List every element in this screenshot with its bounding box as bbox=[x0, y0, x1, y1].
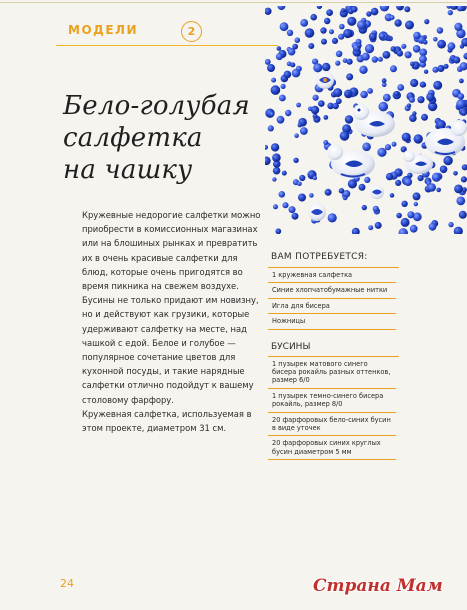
seed-bead bbox=[359, 66, 367, 74]
seed-bead bbox=[336, 51, 343, 58]
seed-bead bbox=[347, 59, 353, 65]
seed-bead bbox=[277, 116, 285, 124]
seed-bead bbox=[419, 55, 427, 63]
seed-bead bbox=[448, 42, 456, 50]
seed-bead bbox=[410, 225, 418, 233]
seed-bead bbox=[401, 44, 406, 49]
seed-bead bbox=[429, 223, 437, 231]
section-number-badge: 2 bbox=[181, 21, 202, 42]
seed-bead bbox=[352, 228, 360, 234]
seed-bead bbox=[313, 176, 317, 180]
seed-bead bbox=[343, 29, 352, 38]
seed-bead bbox=[298, 123, 303, 128]
seed-bead bbox=[386, 173, 393, 180]
body-paragraph: Кружевные недорогие салфетки можно приобрести в комиссионных магазинах или на блошиных рынках и превратить их в очень красивые салфетки для блюд, которые очень пригодятся во время пикника на свежем воздухе. Бусины не только придают им новизну, но и действуют как грузики, которые удерживают салфетку на месте, над чашкой с едой. Белое и голубое — популярное сочетание цветов для кухонной посуды, и такие нарядные салфетки отлично подойдут к вашему столовому фарфору. bbox=[82, 210, 261, 405]
seed-bead bbox=[433, 37, 438, 42]
seed-bead bbox=[383, 94, 391, 102]
seed-bead bbox=[378, 57, 383, 62]
seed-bead bbox=[397, 50, 403, 56]
seed-bead bbox=[295, 37, 301, 43]
seed-bead bbox=[365, 44, 374, 53]
title-line: салфетка bbox=[63, 123, 203, 153]
seed-bead bbox=[335, 61, 340, 66]
seed-bead bbox=[454, 185, 463, 194]
seed-bead bbox=[461, 176, 467, 182]
seed-bead bbox=[298, 194, 306, 202]
seed-bead bbox=[346, 92, 351, 97]
seed-bead bbox=[346, 73, 353, 80]
seed-bead bbox=[371, 8, 379, 16]
seed-bead bbox=[265, 59, 271, 65]
seed-bead bbox=[285, 110, 291, 116]
materials-list bbox=[268, 268, 392, 330]
seed-bead bbox=[287, 30, 293, 36]
seed-bead bbox=[380, 6, 389, 11]
beads-item: 20 фарфоровых бело-синих бусин в виде уточек bbox=[268, 413, 396, 437]
seed-bead bbox=[402, 133, 411, 142]
materials-item: Синие хлопчатобумажные нитки bbox=[268, 283, 396, 298]
seed-bead bbox=[379, 33, 385, 39]
seed-bead bbox=[313, 63, 322, 72]
top-divider bbox=[0, 2, 467, 3]
watermark-logo bbox=[313, 576, 461, 602]
seed-bead bbox=[372, 56, 378, 62]
seed-bead bbox=[404, 6, 410, 12]
seed-bead bbox=[271, 78, 276, 83]
seed-bead bbox=[419, 49, 427, 57]
seed-bead bbox=[456, 99, 466, 109]
seed-bead bbox=[360, 91, 368, 99]
seed-bead bbox=[394, 91, 399, 96]
seed-bead bbox=[300, 19, 308, 27]
seed-bead bbox=[328, 213, 337, 222]
seed-bead bbox=[339, 24, 345, 30]
seed-bead bbox=[461, 110, 467, 116]
seed-bead bbox=[459, 79, 464, 84]
seed-bead bbox=[437, 65, 444, 72]
seed-bead bbox=[309, 193, 314, 198]
seed-bead bbox=[345, 115, 353, 123]
seed-bead bbox=[394, 19, 401, 26]
seed-bead bbox=[390, 65, 397, 72]
seed-bead bbox=[297, 182, 302, 187]
seed-bead bbox=[437, 27, 444, 34]
seed-bead bbox=[265, 8, 272, 15]
seed-bead bbox=[273, 167, 281, 175]
body-paragraph: Кружевная салфетка, используемая в этом проекте, диаметром 31 см. bbox=[82, 408, 252, 434]
seed-bead bbox=[273, 204, 278, 209]
seed-bead bbox=[366, 11, 371, 16]
seed-bead bbox=[322, 63, 330, 71]
seed-bead bbox=[300, 127, 308, 135]
seed-bead bbox=[347, 17, 356, 26]
seed-bead bbox=[329, 29, 334, 34]
seed-bead bbox=[448, 10, 453, 15]
seed-bead bbox=[336, 98, 342, 104]
seed-bead bbox=[305, 28, 315, 38]
seed-bead bbox=[323, 140, 328, 145]
seed-bead bbox=[320, 27, 326, 33]
title-line: Бело-голубая bbox=[63, 91, 250, 121]
seed-bead bbox=[321, 39, 327, 45]
seed-bead bbox=[426, 93, 434, 101]
watermark-text: Страна Мам bbox=[313, 576, 443, 596]
seed-bead bbox=[292, 69, 301, 78]
seed-bead bbox=[410, 62, 415, 67]
beads-title: БУСИНЫ bbox=[268, 330, 399, 357]
seed-bead bbox=[417, 96, 424, 103]
seed-bead bbox=[275, 228, 281, 234]
seed-bead bbox=[324, 18, 330, 24]
seed-bead bbox=[421, 114, 428, 121]
seed-bead bbox=[413, 192, 421, 200]
seed-bead bbox=[357, 43, 362, 48]
section-header bbox=[56, 21, 278, 46]
seed-bead bbox=[397, 84, 404, 91]
beads-item: 1 пузырек матового синего бисера рокайль разных оттенков, размер 6/0 bbox=[268, 357, 396, 389]
seed-bead bbox=[379, 102, 389, 112]
materials-item: Ножницы bbox=[268, 314, 396, 329]
seed-bead bbox=[409, 97, 415, 103]
seed-bead bbox=[443, 156, 452, 165]
title-line: на чашку bbox=[63, 155, 193, 185]
seed-bead bbox=[395, 180, 401, 186]
seed-bead bbox=[279, 191, 286, 198]
seed-bead bbox=[272, 153, 281, 162]
seed-bead bbox=[454, 23, 462, 31]
seed-bead bbox=[290, 62, 295, 67]
seed-bead bbox=[382, 78, 387, 83]
article-title bbox=[63, 90, 273, 186]
materials-title: ВАМ ПОТРЕБУЕТСЯ: bbox=[268, 248, 399, 268]
seed-bead bbox=[407, 173, 412, 178]
seed-bead bbox=[401, 201, 407, 207]
seed-bead bbox=[296, 103, 301, 108]
seed-bead bbox=[375, 222, 382, 229]
seed-bead bbox=[323, 115, 328, 120]
porcelain-duck-bead bbox=[353, 104, 395, 137]
seed-bead bbox=[454, 227, 463, 234]
seed-bead bbox=[362, 143, 371, 152]
seed-bead bbox=[313, 114, 318, 119]
seed-bead bbox=[373, 206, 379, 212]
seed-bead bbox=[437, 40, 446, 49]
section-label: МОДЕЛИ bbox=[68, 23, 139, 37]
seed-bead bbox=[423, 40, 428, 45]
seed-bead bbox=[407, 103, 411, 107]
seed-bead bbox=[448, 222, 453, 227]
seed-bead bbox=[276, 53, 283, 60]
seed-bead bbox=[299, 175, 305, 181]
seed-bead bbox=[368, 225, 373, 230]
porcelain-round-bead bbox=[316, 71, 334, 89]
seed-bead bbox=[440, 166, 448, 174]
seed-bead bbox=[348, 179, 357, 188]
seed-bead bbox=[338, 34, 344, 40]
seed-bead bbox=[367, 88, 373, 94]
seed-bead bbox=[277, 6, 285, 10]
seed-bead bbox=[390, 193, 395, 198]
seed-bead bbox=[351, 6, 358, 13]
seed-bead bbox=[311, 106, 319, 114]
seed-bead bbox=[420, 82, 426, 88]
beads-item: 20 фарфоровых синих круглых бусин диаметром 5 мм bbox=[268, 436, 396, 460]
seed-bead bbox=[462, 164, 467, 170]
seed-bead bbox=[414, 134, 423, 143]
seed-bead bbox=[326, 9, 333, 16]
seed-bead bbox=[412, 111, 416, 115]
porcelain-round-bead bbox=[370, 185, 384, 199]
seed-bead bbox=[313, 95, 319, 101]
seed-bead bbox=[424, 70, 428, 74]
seed-bead bbox=[405, 21, 414, 30]
seed-bead bbox=[377, 148, 386, 157]
seed-bead bbox=[436, 188, 441, 193]
seed-bead bbox=[292, 213, 299, 220]
seed-bead bbox=[362, 205, 367, 210]
seed-bead bbox=[333, 88, 342, 97]
beads-list bbox=[268, 357, 392, 461]
seed-bead bbox=[318, 100, 325, 107]
porcelain-round-bead bbox=[308, 203, 326, 221]
seed-bead bbox=[413, 45, 421, 53]
seed-bead bbox=[396, 213, 402, 219]
porcelain-duck-bead bbox=[425, 120, 467, 156]
materials-panel bbox=[268, 248, 392, 460]
seed-bead bbox=[409, 114, 417, 122]
article-body bbox=[82, 208, 264, 435]
seed-bead bbox=[453, 171, 458, 176]
seed-bead bbox=[340, 131, 350, 141]
seed-bead bbox=[407, 211, 414, 218]
seed-bead bbox=[284, 71, 292, 79]
seed-bead bbox=[456, 197, 465, 206]
seed-bead bbox=[458, 93, 465, 100]
seed-bead bbox=[282, 202, 288, 208]
seed-bead bbox=[280, 22, 289, 31]
seed-bead bbox=[410, 79, 418, 87]
seed-bead bbox=[428, 183, 436, 191]
seed-bead bbox=[281, 84, 286, 89]
seed-bead bbox=[359, 184, 366, 191]
seed-bead bbox=[369, 33, 377, 41]
seed-bead bbox=[277, 46, 282, 51]
seed-bead bbox=[293, 158, 298, 163]
seed-bead bbox=[364, 177, 370, 183]
page-number: 24 bbox=[60, 577, 74, 590]
seed-bead bbox=[357, 20, 366, 29]
seed-bead bbox=[339, 188, 345, 194]
seed-bead bbox=[390, 15, 395, 20]
seed-bead bbox=[405, 51, 412, 58]
seed-bead bbox=[424, 19, 429, 24]
materials-item: Игла для бисера bbox=[268, 299, 396, 314]
seed-bead bbox=[383, 51, 391, 59]
seed-bead bbox=[432, 173, 441, 182]
seed-bead bbox=[433, 81, 442, 90]
seed-bead bbox=[294, 133, 299, 138]
seed-bead bbox=[308, 43, 314, 49]
seed-bead bbox=[325, 189, 332, 196]
beads-photo bbox=[265, 6, 467, 234]
beads-item: 1 пузырек темно-синего бисера рокайль, размер 8/0 bbox=[268, 389, 396, 413]
seed-bead bbox=[414, 202, 418, 206]
seed-bead bbox=[399, 228, 408, 234]
seed-bead bbox=[282, 171, 287, 176]
materials-item: 1 кружевная салфетка bbox=[268, 268, 396, 283]
seed-bead bbox=[362, 53, 370, 61]
seed-bead bbox=[463, 53, 467, 60]
seed-bead bbox=[391, 46, 397, 52]
seed-bead bbox=[385, 144, 391, 150]
seed-bead bbox=[288, 48, 296, 56]
seed-bead bbox=[413, 32, 421, 40]
seed-bead bbox=[341, 8, 346, 13]
seed-bead bbox=[279, 95, 286, 102]
seed-bead bbox=[317, 6, 322, 9]
seed-bead bbox=[459, 211, 467, 219]
seed-bead bbox=[332, 38, 338, 44]
seed-bead bbox=[267, 64, 275, 72]
seed-bead bbox=[453, 56, 460, 63]
seed-bead bbox=[289, 206, 296, 213]
seed-bead bbox=[401, 218, 410, 227]
seed-bead bbox=[404, 178, 412, 186]
seed-bead bbox=[392, 142, 397, 147]
seed-bead bbox=[310, 14, 317, 21]
porcelain-duck-bead bbox=[403, 150, 433, 174]
